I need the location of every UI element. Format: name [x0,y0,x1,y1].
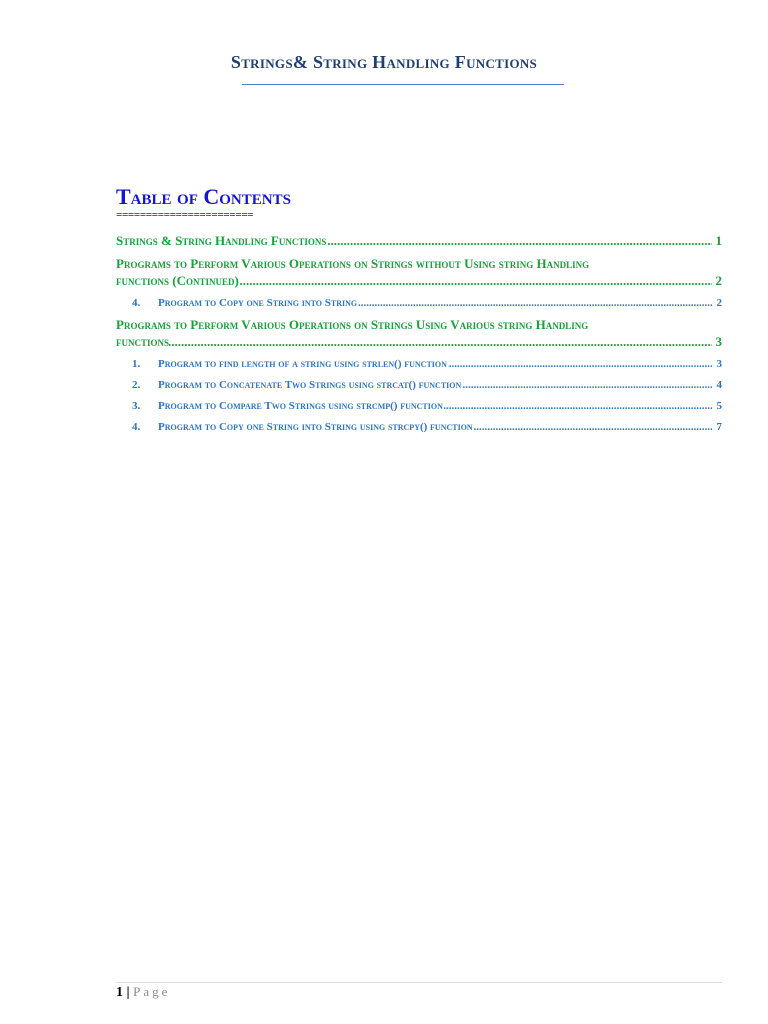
toc-heading: Table of Contents [116,184,291,209]
toc-subentry-number: 3. [132,400,141,412]
table-of-contents [116,232,722,440]
footer-page-word: Page [133,984,171,999]
toc-subentry-number: 1. [132,358,141,370]
title-underline [242,84,564,85]
toc-entry-text-line1: Programs to Perform Various Operations on Strings without Using string Handling [116,256,590,271]
toc-entry-strings-handling[interactable] [116,232,722,249]
toc-subentry-strlen[interactable] [116,356,722,373]
toc-entry-page: 1 [715,233,722,248]
toc-entry-without-functions[interactable] [116,255,722,289]
toc-entry-page: 3 [715,334,722,349]
toc-entry-page: 2 [716,295,723,312]
toc-entry-page: 5 [716,398,723,415]
toc-heading-underline: ======================= [116,209,254,221]
footer-separator: | [123,985,134,1000]
footer-divider [116,982,722,983]
toc-subentry-number: 2. [132,379,141,391]
toc-entry-text-line2: functions [116,334,170,349]
toc-subentry-strcat[interactable] [116,377,722,394]
toc-subentry-strcmp[interactable] [116,398,722,415]
toc-entry-text-line1: Programs to Perform Various Operations on Strings Using Various string Handling [116,317,589,332]
toc-entry-using-functions[interactable] [116,316,722,350]
toc-entry-page: 4 [716,377,723,394]
document-title: Strings& String Handling Functions [230,52,538,72]
toc-subentry-text: Program to Copy one String into String [158,297,358,309]
toc-entry-page: 2 [715,273,722,288]
toc-subentry-text: Program to Copy one String into String using strcpy() function [158,421,473,433]
toc-entry-page: 7 [716,419,723,436]
footer-page-number: 1 [116,985,123,1000]
toc-subentry-text: Program to Concatenate Two Strings using strcat() function [158,379,462,391]
toc-subentry-text: Program to find length of a string using strlen() function [158,358,447,370]
page-footer [116,984,170,1001]
toc-subentry-number: 4. [132,421,141,433]
toc-entry-text: Strings & String Handling Functions [116,233,327,248]
toc-subentry-strcpy[interactable] [116,419,722,436]
toc-entry-text-line2: functions (Continued) [116,273,239,288]
toc-entry-page: 3 [716,356,723,373]
toc-subentry-number: 4. [132,297,141,309]
toc-subentry-copy-string[interactable] [116,295,722,312]
toc-subentry-text: Program to Compare Two Strings using strcmp() function [158,400,443,412]
